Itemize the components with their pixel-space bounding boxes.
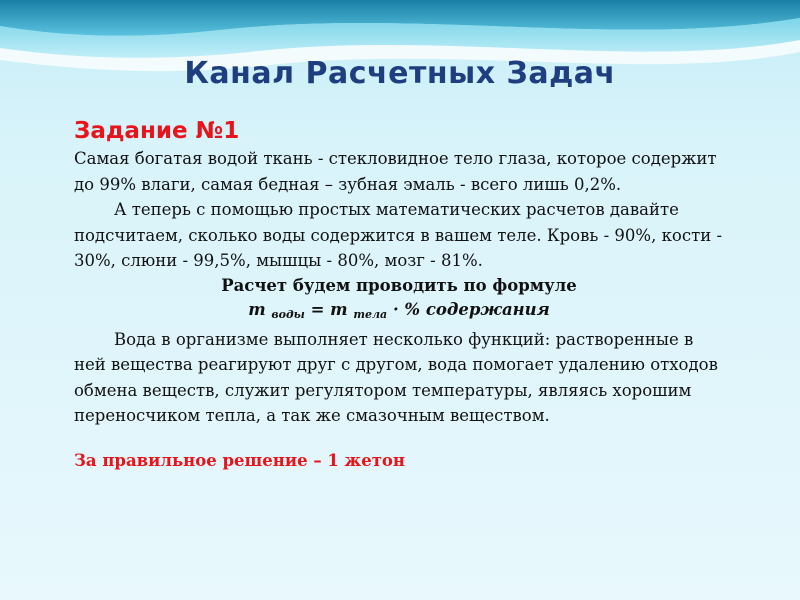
task-title: Задание №1 (74, 118, 240, 144)
formula-sub-body: тела (353, 307, 388, 321)
formula (74, 298, 724, 327)
formula-equals: = (310, 299, 325, 319)
formula-rest: · % содержания (392, 299, 550, 319)
slide-content (74, 118, 724, 470)
wave-decoration (0, 0, 800, 110)
paragraph-functions: Вода в организме выполняет несколько функций: растворенные в ней вещества реагируют друг с другом, вода помогает удалению отходов обмена веществ, служит регулятором температуры, являясь хорошим переносчиком тепла, а так же смазочным веществом. (74, 329, 718, 425)
formula-m1: m (248, 299, 266, 319)
slide-title: Канал Расчетных Задач (184, 56, 616, 91)
formula-heading: Расчет будем проводить по формуле (221, 275, 577, 295)
formula-m2: m (330, 299, 348, 319)
paragraph-calculation: А теперь с помощью простых математических расчетов давайте подсчитаем, сколько воды содержится в вашем теле. Кровь - 90%, кости - 30%, слюни - 99,5%, мышцы - 80%, мозг - 81%. (74, 200, 723, 270)
reward-text: За правильное решение – 1 жетон (74, 450, 406, 470)
paragraph-intro: Самая богатая водой ткань - стекловидное тело глаза, которое содержит до 99% влаги, самая бедная – зубная эмаль - всего лишь 0,2%. (74, 149, 717, 194)
formula-sub-water: воды (271, 307, 305, 321)
